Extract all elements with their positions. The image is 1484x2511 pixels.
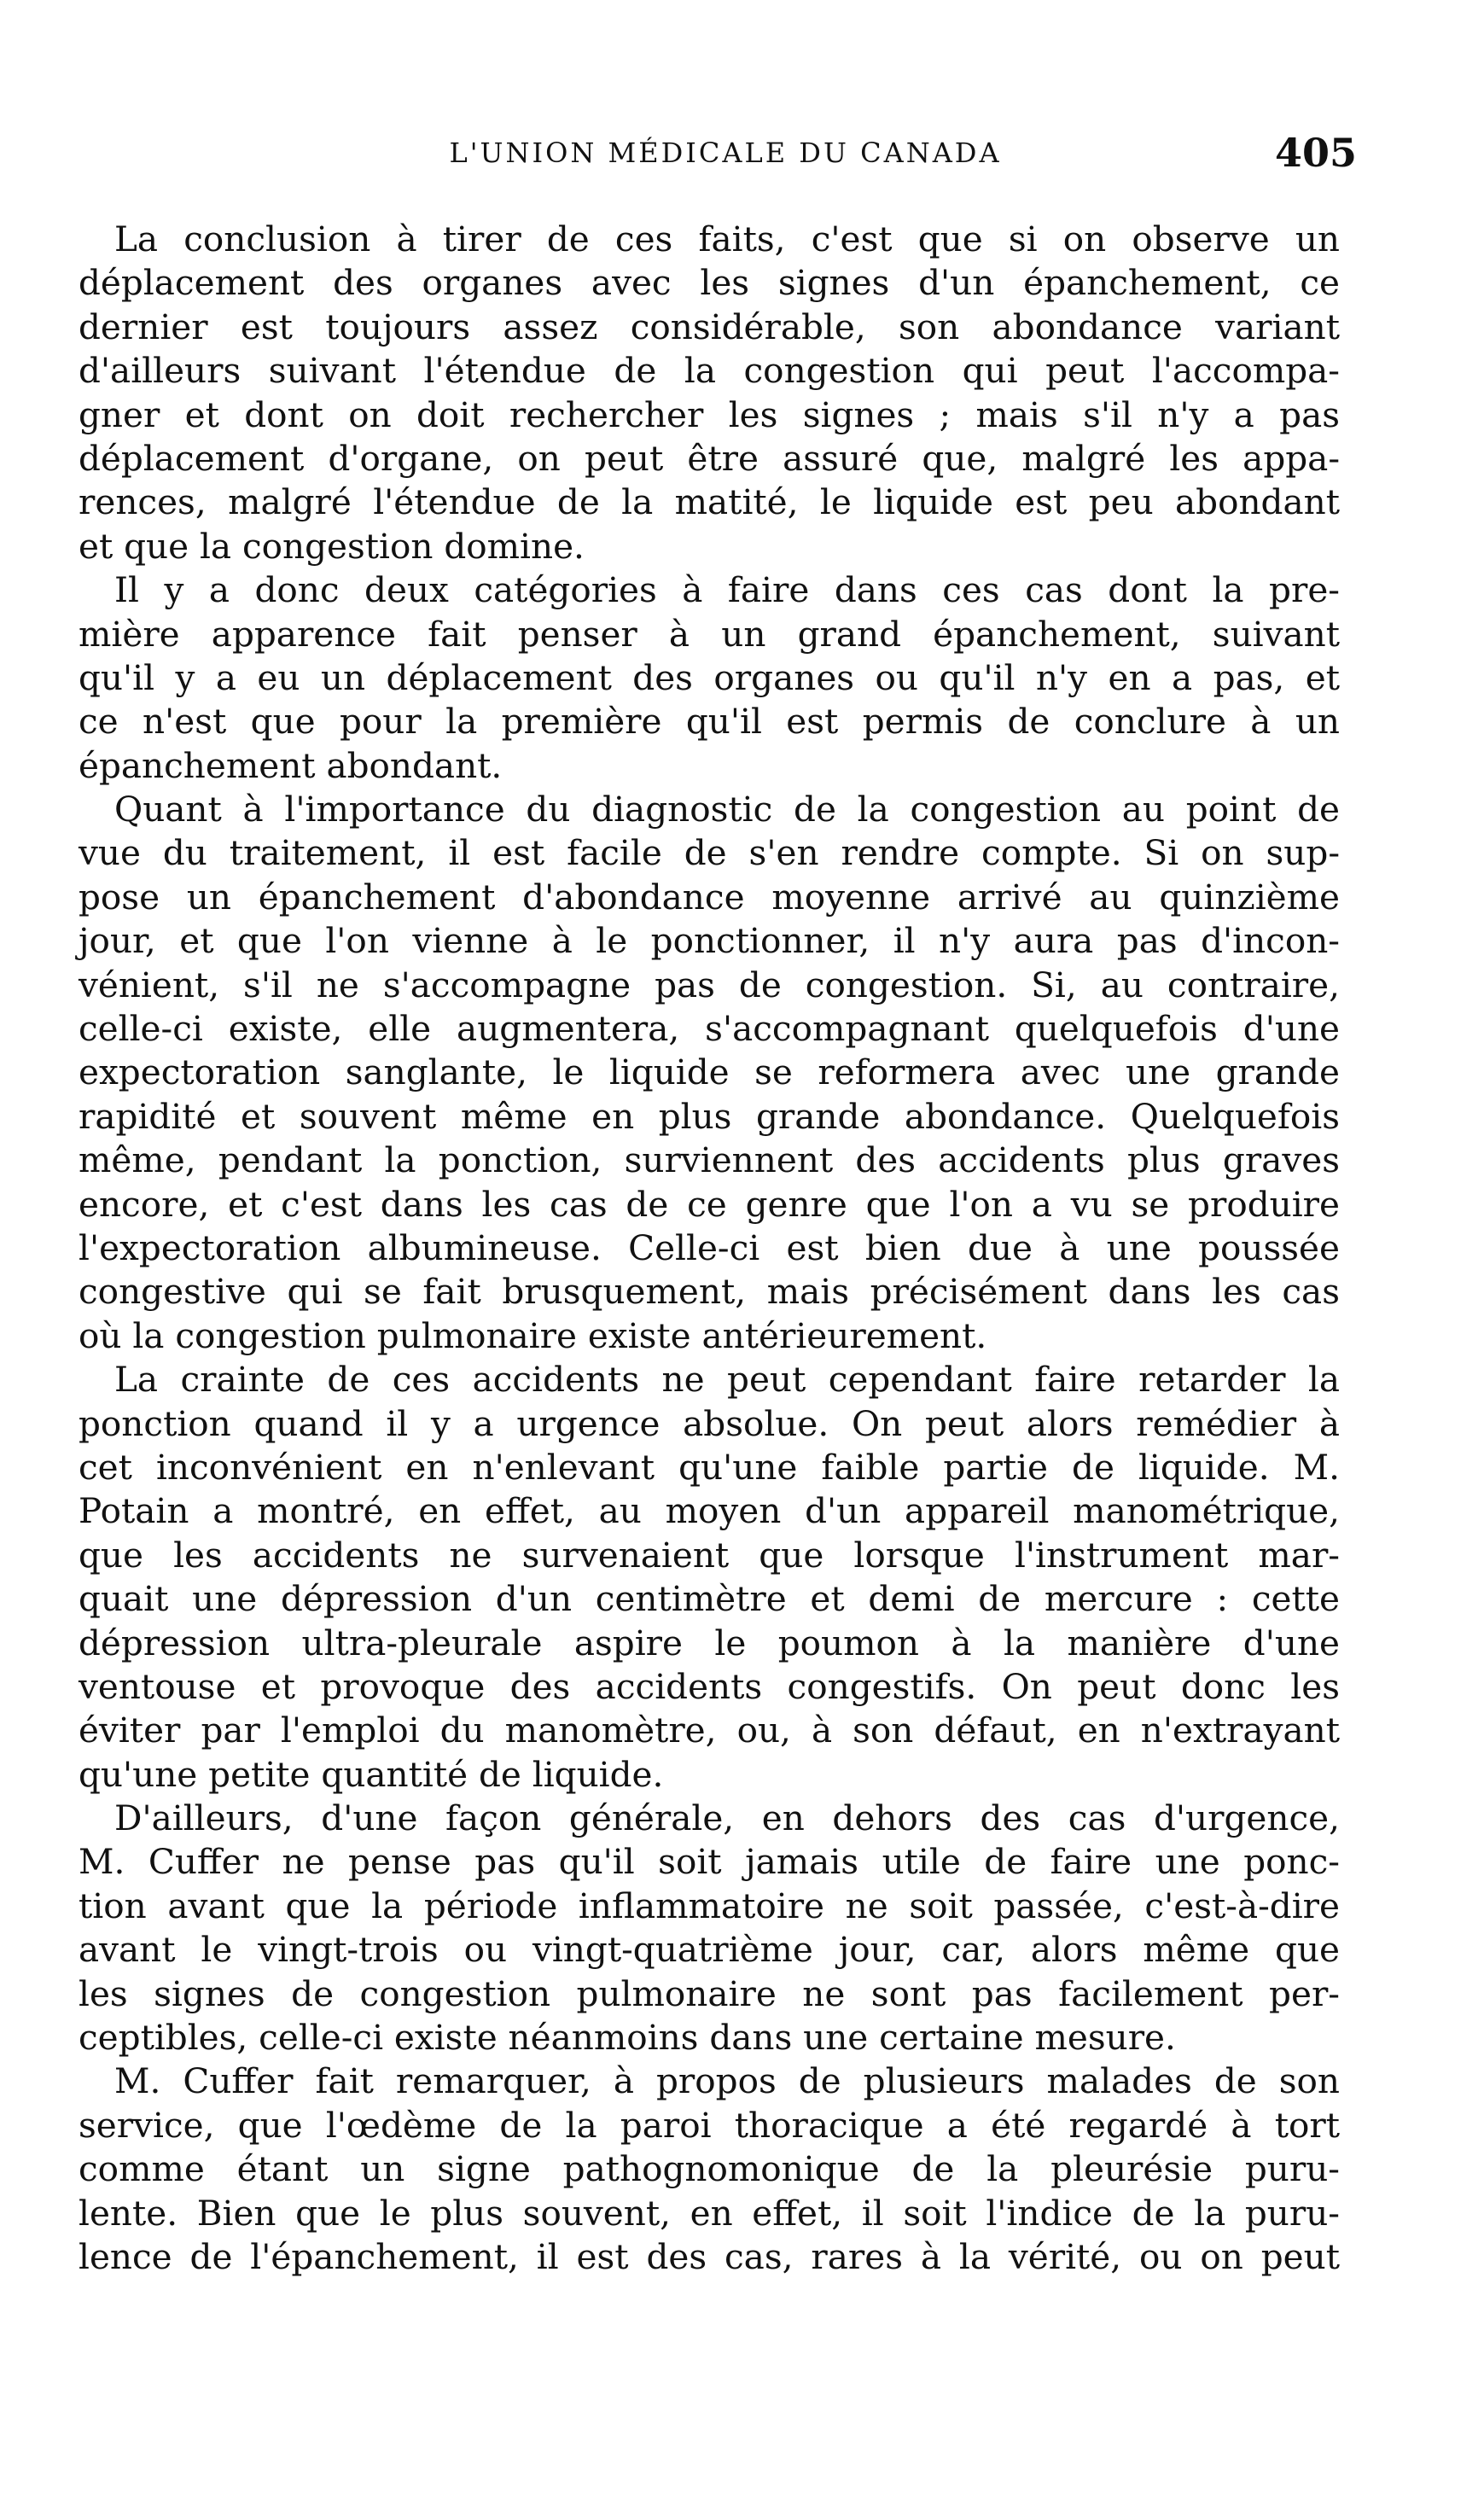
text-line: ventouse et provoque des accidents congestifs. On peut donc les bbox=[79, 1665, 1340, 1707]
text-line: même, pendant la ponction, surviennent des accidents plus graves bbox=[79, 1139, 1340, 1181]
text-line: Potain a montré, en effet, au moyen d'un appareil manométrique, bbox=[79, 1490, 1340, 1532]
text-line: rapidité et souvent même en plus grande abondance. Quelquefois bbox=[79, 1095, 1340, 1137]
text-line: jour, et que l'on vienne à le ponctionner, il n'y aura pas d'incon- bbox=[79, 920, 1340, 962]
text-line: pose un épanchement d'abondance moyenne arrivé au quinzième bbox=[79, 876, 1340, 918]
text-line: lente. Bien que le plus souvent, en effet, il soit l'indice de la puru- bbox=[79, 2192, 1340, 2234]
page-number: 405 bbox=[1274, 130, 1357, 176]
text-line: cet inconvénient en n'enlevant qu'une faible partie de liquide. M. bbox=[79, 1446, 1340, 1488]
running-title: L'UNION MÉDICALE DU CANADA bbox=[449, 137, 1002, 169]
article-body bbox=[79, 218, 1340, 2279]
text-line: ceptibles, celle-ci existe néanmoins dans une certaine mesure. bbox=[79, 2017, 1176, 2059]
text-line: d'ailleurs suivant l'étendue de la congestion qui peut l'accompa- bbox=[79, 350, 1340, 392]
text-line: lence de l'épanchement, il est des cas, rares à la vérité, ou on peut bbox=[79, 2235, 1340, 2277]
text-line: comme étant un signe pathognomonique de la pleurésie puru- bbox=[79, 2148, 1340, 2190]
text-line: avant le vingt-trois ou vingt-quatrième jour, car, alors même que bbox=[79, 1929, 1340, 1971]
text-line: qu'il y a eu un déplacement des organes ou qu'il n'y en a pas, et bbox=[79, 656, 1340, 698]
text-line: quait une dépression d'un centimètre et demi de mercure : cette bbox=[79, 1578, 1340, 1620]
text-line: l'expectoration albumineuse. Celle-ci est bien due à une poussée bbox=[79, 1226, 1340, 1268]
text-line: les signes de congestion pulmonaire ne sont pas facilement per- bbox=[79, 1972, 1340, 2014]
page-header bbox=[94, 130, 1357, 188]
text-line: déplacement d'organe, on peut être assuré que, malgré les appa- bbox=[79, 437, 1340, 479]
text-line: service, que l'œdème de la paroi thoracique a été regardé à tort bbox=[79, 2104, 1340, 2146]
text-line: encore, et c'est dans les cas de ce genre que l'on a vu se produire bbox=[79, 1183, 1340, 1225]
text-line: déplacement des organes avec les signes d'un épanchement, ce bbox=[79, 262, 1340, 304]
text-line: congestive qui se fait brusquement, mais précisément dans les cas bbox=[79, 1271, 1340, 1313]
text-line: D'ailleurs, d'une façon générale, en dehors des cas d'urgence, bbox=[114, 1797, 1340, 1839]
text-line: et que la congestion domine. bbox=[79, 525, 585, 567]
text-line: vue du traitement, il est facile de s'en rendre compte. Si on sup- bbox=[79, 832, 1340, 874]
text-line: ponction quand il y a urgence absolue. On peut alors remédier à bbox=[79, 1402, 1340, 1444]
text-line: éviter par l'emploi du manomètre, ou, à son défaut, en n'extrayant bbox=[79, 1710, 1340, 1751]
text-line: gner et dont on doit rechercher les signes ; mais s'il n'y a pas bbox=[79, 393, 1340, 435]
text-line: rences, malgré l'étendue de la matité, le liquide est peu abondant bbox=[79, 481, 1340, 523]
text-line: Il y a donc deux catégories à faire dans ces cas dont la pre- bbox=[114, 569, 1340, 611]
text-line: où la congestion pulmonaire existe antérieurement. bbox=[79, 1314, 987, 1356]
text-line: que les accidents ne survenaient que lorsque l'instrument mar- bbox=[79, 1534, 1340, 1576]
text-line: mière apparence fait penser à un grand épanchement, suivant bbox=[79, 613, 1340, 655]
text-line: dernier est toujours assez considérable, son abondance variant bbox=[79, 306, 1340, 347]
text-line: expectoration sanglante, le liquide se reformera avec une grande bbox=[79, 1052, 1340, 1093]
text-line: La conclusion à tirer de ces faits, c'est que si on observe un bbox=[114, 218, 1340, 259]
text-line: tion avant que la période inflammatoire ne soit passée, c'est-à-dire bbox=[79, 1885, 1340, 1926]
text-line: vénient, s'il ne s'accompagne pas de congestion. Si, au contraire, bbox=[79, 964, 1340, 1005]
text-line: M. Cuffer ne pense pas qu'il soit jamais utile de faire une ponc- bbox=[79, 1841, 1340, 1883]
text-line: dépression ultra-pleurale aspire le poumon à la manière d'une bbox=[79, 1622, 1340, 1663]
text-line: M. Cuffer fait remarquer, à propos de plusieurs malades de son bbox=[114, 2060, 1340, 2102]
text-line: La crainte de ces accidents ne peut cependant faire retarder la bbox=[114, 1359, 1340, 1401]
text-line: Quant à l'importance du diagnostic de la congestion au point de bbox=[114, 789, 1340, 830]
text-line: qu'une petite quantité de liquide. bbox=[79, 1753, 664, 1795]
text-line: celle-ci existe, elle augmentera, s'accompagnant quelquefois d'une bbox=[79, 1008, 1340, 1050]
text-line: ce n'est que pour la première qu'il est permis de conclure à un bbox=[79, 701, 1340, 743]
text-line: épanchement abondant. bbox=[79, 744, 503, 786]
